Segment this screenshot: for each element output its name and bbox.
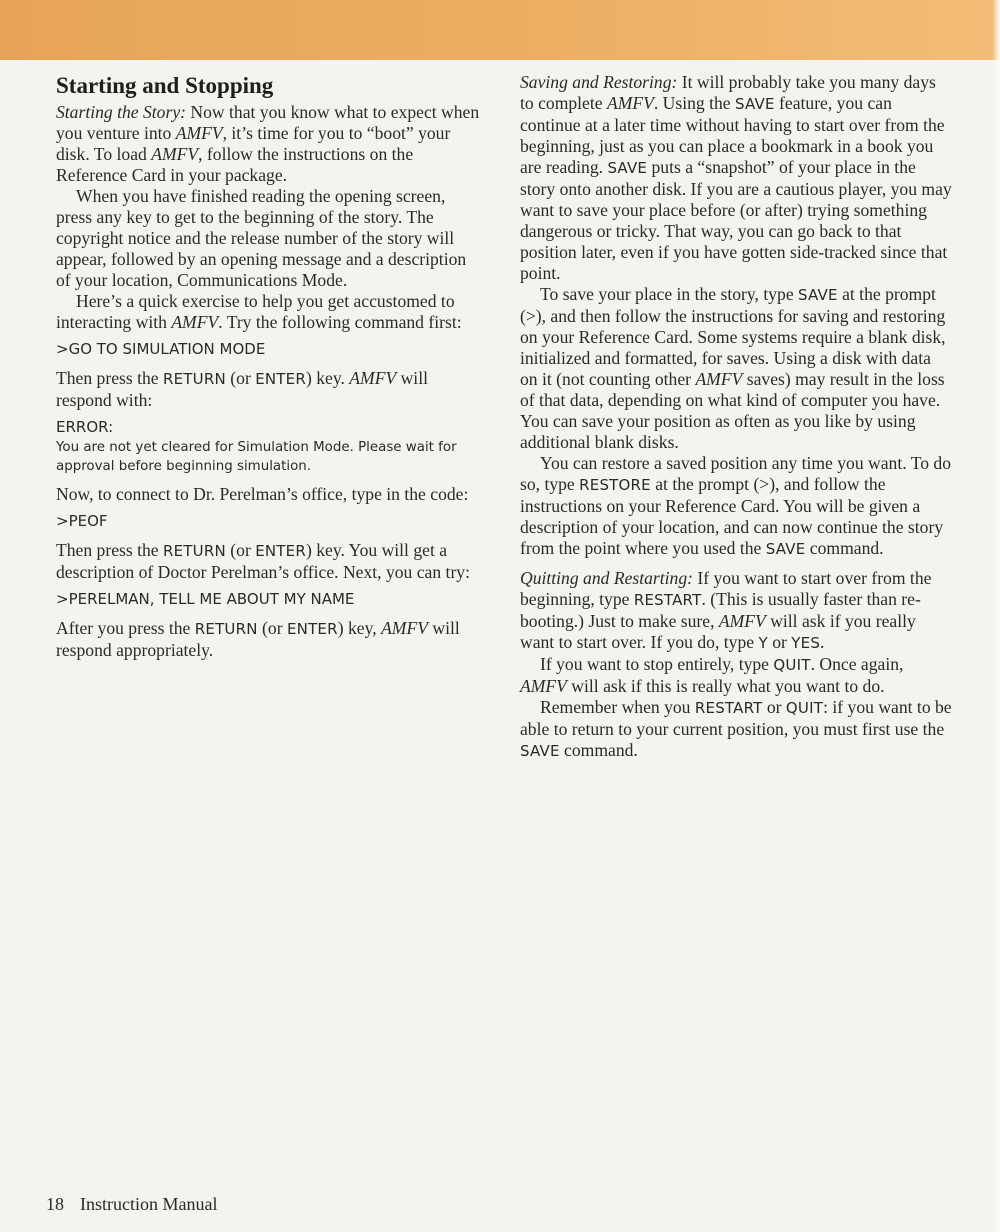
page-edge xyxy=(992,0,1000,1232)
paragraph-press-return-2: Then press the RETURN (or ENTER) key. You will get a description of Doctor Perelman’s office. Next, you can try: xyxy=(56,540,470,582)
orange-header-band xyxy=(0,0,1000,60)
paragraph-save-place: To save your place in the story, type SAVE at the prompt (>), and then follow the instructions for saving and restoring on your Reference Card. Some systems require a blank disk, initialized and formatted, for saves. Using a disk with data on it (not counting other AMFV saves) may result in the loss of that data, depending on what kind of computer you have. You can save your position as often as you like by using additional blank disks. xyxy=(520,284,946,452)
paragraph-opening-screen: When you have finished reading the opening screen, press any key to get to the beginning of the story. The copyright notice and the release number of the story will appear, followed by an opening message and a description of your location, Communications Mode. xyxy=(56,186,467,290)
page-footer xyxy=(46,1194,217,1215)
footer-label: Instruction Manual xyxy=(80,1194,218,1214)
page-number: 18 xyxy=(46,1194,64,1214)
error-label: ERROR: xyxy=(56,418,114,436)
paragraph-remember: Remember when you RESTART or QUIT: if you want to be able to return to your current position, you must first use the SAVE command. xyxy=(520,697,952,760)
command-perelman-name: >PERELMAN, TELL ME ABOUT MY NAME xyxy=(56,590,355,608)
paragraph-saving-restoring: Saving and Restoring: It will probably take you many days to complete AMFV. Using the SAVE feature, you can continue at a later time without having to start over from the beginning, just as you can place a bookmark in a book you are reading. SAVE puts a “snapshot” of your place in the story onto another disk. If you are a cautious player, you may want to save your place before (or after) trying something dangerous or tricky. That way, you can go back to that position later, even if you have gotten side-tracked since that point. xyxy=(520,72,952,283)
section-heading: Starting and Stopping xyxy=(56,73,274,98)
paragraph-connect-office: Now, to connect to Dr. Perelman’s office, type in the code: xyxy=(56,484,469,504)
command-go-to-simulation: >GO TO SIMULATION MODE xyxy=(56,340,266,358)
lead-starting-story: Starting the Story: xyxy=(56,102,186,122)
error-message: You are not yet cleared for Simulation Mode. Please wait for approval before beginning simulation. xyxy=(56,440,457,474)
paragraph-press-return-1: Then press the RETURN (or ENTER) key. AMFV will respond with: xyxy=(56,368,428,410)
paragraph-quit: If you want to stop entirely, type QUIT. Once again, AMFV will ask if this is really what you want to do. xyxy=(520,654,904,696)
paragraph-quick-exercise: Here’s a quick exercise to help you get accustomed to interacting with AMFV. Try the following command first: xyxy=(56,291,462,332)
lead-saving-restoring: Saving and Restoring: xyxy=(520,72,678,92)
paragraph-restore: You can restore a saved position any time you want. To do so, type RESTORE at the prompt (>), and follow the instructions on your Reference Card. You will be given a description of your location, and can now continue the story from the point where you used the SAVE command. xyxy=(520,453,952,558)
paragraph-quitting-restarting: Quitting and Restarting: If you want to start over from the beginning, type RESTART. (This is usually faster than re-booting.) Just to make sure, AMFV will ask if you really want to start over. If you do, type Y or YES. xyxy=(520,568,932,652)
lead-quitting-restarting: Quitting and Restarting: xyxy=(520,568,693,588)
command-peof: >PEOF xyxy=(56,512,108,530)
left-column xyxy=(56,72,484,661)
right-column xyxy=(520,72,952,762)
paragraph-starting-story: Starting the Story: Now that you know what to expect when you venture into AMFV, it’s time for you to “boot” your disk. To load AMFV, follow the instructions on the Reference Card in your package. xyxy=(56,102,480,185)
paragraph-respond-appropriately: After you press the RETURN (or ENTER) key, AMFV will respond appropriately. xyxy=(56,618,460,660)
